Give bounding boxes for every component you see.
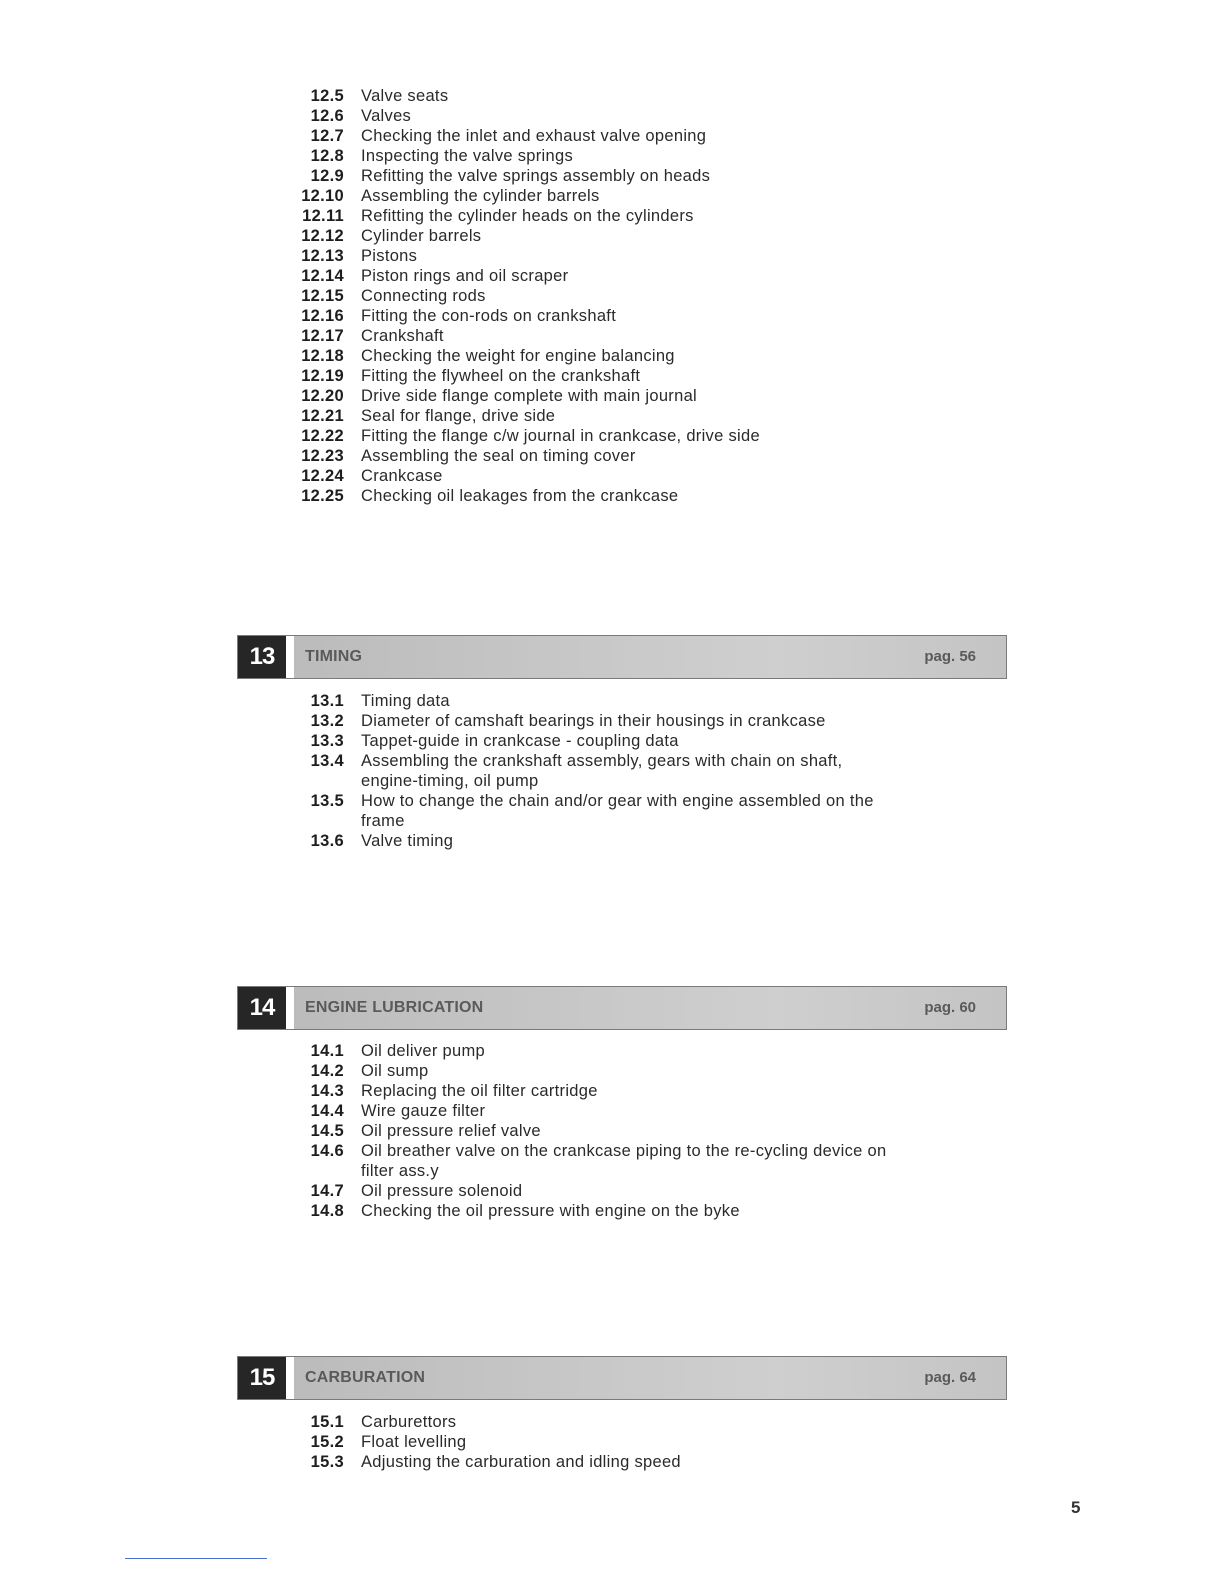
- toc-entry: [296, 206, 901, 226]
- entry-title: Assembling the crankshaft assembly, gears with chain on shaft, engine-timing, oil pump: [361, 752, 843, 790]
- toc-entry: [296, 1432, 901, 1452]
- entry-title: Wire gauze filter: [361, 1102, 486, 1120]
- entry-number: 13.5: [310, 792, 344, 810]
- toc-entry: [296, 306, 901, 326]
- toc-entry: [296, 426, 901, 446]
- entry-number: 14.4: [310, 1102, 344, 1120]
- entry-number: 12.18: [301, 347, 344, 365]
- entry-number: 15.1: [310, 1413, 344, 1431]
- entry-number: 14.5: [310, 1122, 344, 1140]
- section-12-list: [296, 86, 901, 506]
- toc-entry: [296, 1041, 901, 1061]
- section-page-ref: pag. 60: [924, 999, 976, 1016]
- entry-title: Fitting the flywheel on the crankshaft: [361, 367, 641, 385]
- section-title: ENGINE LUBRICATION: [305, 999, 484, 1016]
- entry-title: Refitting the cylinder heads on the cylinders: [361, 207, 694, 225]
- toc-entry: [296, 1452, 901, 1472]
- entry-number: 12.6: [310, 107, 344, 125]
- entry-title: Refitting the valve springs assembly on heads: [361, 167, 711, 185]
- section-page-ref: pag. 64: [924, 1369, 976, 1386]
- section-header-timing: [237, 635, 1007, 679]
- entry-title: How to change the chain and/or gear with engine assembled on the frame: [361, 792, 874, 830]
- entry-number: 12.5: [310, 87, 344, 105]
- entry-title: Oil pressure solenoid: [361, 1182, 523, 1200]
- entry-title: Valves: [361, 107, 412, 125]
- entry-title: Float levelling: [361, 1433, 467, 1451]
- entry-number: 12.25: [301, 487, 344, 505]
- section-header-carburation: [237, 1356, 1007, 1400]
- badge-separator: [286, 987, 294, 1029]
- toc-entry: [296, 226, 901, 246]
- section-13-list: [296, 691, 901, 851]
- entry-title: Timing data: [361, 692, 450, 710]
- entry-title: Oil breather valve on the crankcase piping to the re-cycling device on filter ass.y: [361, 1142, 887, 1180]
- section-title: TIMING: [305, 648, 363, 665]
- toc-entry: [296, 1061, 901, 1081]
- entry-title: Piston rings and oil scraper: [361, 267, 569, 285]
- toc-entry: [296, 1412, 901, 1432]
- entry-number: 12.15: [301, 287, 344, 305]
- entry-title: Valve seats: [361, 87, 449, 105]
- section-title: CARBURATION: [305, 1369, 426, 1386]
- entry-number: 12.10: [301, 187, 344, 205]
- entry-title: Diameter of camshaft bearings in their housings in crankcase: [361, 712, 826, 730]
- toc-entry: [296, 246, 901, 266]
- toc-entry: [296, 791, 901, 831]
- footer-rule: [125, 1558, 267, 1559]
- entry-number: 12.20: [301, 387, 344, 405]
- entry-number: 13.2: [310, 712, 344, 730]
- toc-entry: [296, 86, 901, 106]
- entry-number: 14.7: [310, 1182, 344, 1200]
- entry-number: 12.24: [301, 467, 344, 485]
- toc-entry: [296, 386, 901, 406]
- entry-number: 15.3: [310, 1453, 344, 1471]
- entry-number: 12.23: [301, 447, 344, 465]
- entry-title: Checking oil leakages from the crankcase: [361, 487, 679, 505]
- section-number-badge: 14: [238, 987, 286, 1029]
- entry-title: Cylinder barrels: [361, 227, 482, 245]
- entry-number: 12.22: [301, 427, 344, 445]
- entry-title: Connecting rods: [361, 287, 486, 305]
- toc-entry: [296, 1081, 901, 1101]
- toc-entry: [296, 286, 901, 306]
- page-number: 5: [1071, 1498, 1081, 1517]
- entry-title: Tappet-guide in crankcase - coupling data: [361, 732, 679, 750]
- entry-title: Assembling the seal on timing cover: [361, 447, 636, 465]
- entry-number: 12.12: [301, 227, 344, 245]
- entry-number: 13.4: [310, 752, 344, 770]
- entry-title: Inspecting the valve springs: [361, 147, 574, 165]
- entry-title: Crankshaft: [361, 327, 444, 345]
- entry-number: 12.17: [301, 327, 344, 345]
- toc-entry: [296, 831, 901, 851]
- toc-entry: [296, 1141, 901, 1181]
- entry-number: 12.16: [301, 307, 344, 325]
- badge-separator: [286, 636, 294, 678]
- toc-entry: [296, 146, 901, 166]
- toc-entry: [296, 1101, 901, 1121]
- badge-separator: [286, 1357, 294, 1399]
- toc-entry: [296, 266, 901, 286]
- entry-title: Valve timing: [361, 832, 454, 850]
- toc-entry: [296, 446, 901, 466]
- entry-number: 14.8: [310, 1202, 344, 1220]
- entry-title: Replacing the oil filter cartridge: [361, 1082, 598, 1100]
- entry-number: 15.2: [310, 1433, 344, 1451]
- toc-entry: [296, 1181, 901, 1201]
- section-15-list: [296, 1412, 901, 1472]
- entry-title: Adjusting the carburation and idling speed: [361, 1453, 681, 1471]
- section-number-badge: 13: [238, 636, 286, 678]
- toc-entry: [296, 166, 901, 186]
- entry-title: Checking the inlet and exhaust valve opening: [361, 127, 707, 145]
- toc-entry: [296, 326, 901, 346]
- toc-entry: [296, 731, 901, 751]
- entry-number: 14.2: [310, 1062, 344, 1080]
- toc-entry: [296, 346, 901, 366]
- section-number-badge: 15: [238, 1357, 286, 1399]
- entry-number: 12.7: [310, 127, 344, 145]
- entry-title: Fitting the flange c/w journal in crankcase, drive side: [361, 427, 760, 445]
- toc-entry: [296, 466, 901, 486]
- toc-entry: [296, 186, 901, 206]
- entry-number: 12.8: [310, 147, 344, 165]
- entry-title: Crankcase: [361, 467, 443, 485]
- entry-number: 14.3: [310, 1082, 344, 1100]
- section-page-ref: pag. 56: [924, 648, 976, 665]
- toc-entry: [296, 1201, 901, 1221]
- entry-title: Assembling the cylinder barrels: [361, 187, 600, 205]
- entry-title: Oil deliver pump: [361, 1042, 486, 1060]
- entry-title: Drive side flange complete with main journal: [361, 387, 698, 405]
- toc-entry: [296, 1121, 901, 1141]
- entry-title: Checking the oil pressure with engine on the byke: [361, 1202, 740, 1220]
- entry-title: Carburettors: [361, 1413, 457, 1431]
- entry-number: 12.9: [310, 167, 344, 185]
- toc-entry: [296, 486, 901, 506]
- toc-entry: [296, 711, 901, 731]
- section-header-engine-lubrication: [237, 986, 1007, 1030]
- entry-title: Checking the weight for engine balancing: [361, 347, 675, 365]
- section-14-list: [296, 1041, 901, 1221]
- entry-number: 12.14: [301, 267, 344, 285]
- toc-entry: [296, 406, 901, 426]
- entry-number: 13.6: [310, 832, 344, 850]
- entry-number: 12.11: [302, 207, 344, 225]
- entry-title: Pistons: [361, 247, 418, 265]
- entry-number: 14.6: [310, 1142, 344, 1160]
- toc-entry: [296, 366, 901, 386]
- entry-number: 14.1: [310, 1042, 344, 1060]
- entry-number: 13.1: [310, 692, 344, 710]
- entry-number: 12.21: [301, 407, 344, 425]
- toc-entry: [296, 126, 901, 146]
- entry-number: 12.19: [301, 367, 344, 385]
- toc-entry: [296, 106, 901, 126]
- entry-title: Oil sump: [361, 1062, 429, 1080]
- entry-title: Oil pressure relief valve: [361, 1122, 541, 1140]
- entry-number: 12.13: [301, 247, 344, 265]
- entry-title: Seal for flange, drive side: [361, 407, 556, 425]
- toc-entry: [296, 751, 901, 791]
- toc-entry: [296, 691, 901, 711]
- entry-title: Fitting the con-rods on crankshaft: [361, 307, 617, 325]
- entry-number: 13.3: [310, 732, 344, 750]
